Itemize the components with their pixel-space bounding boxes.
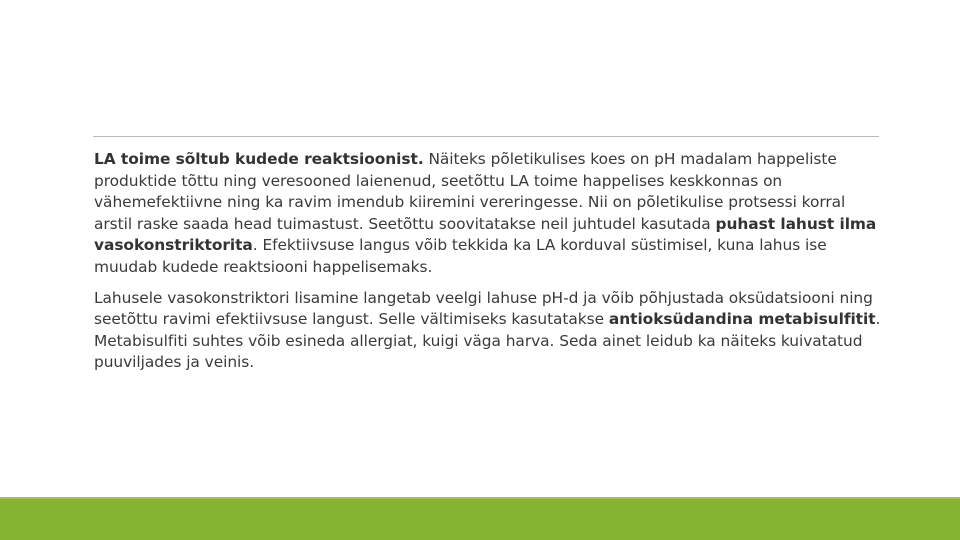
paragraph-2-bold-mid: antioksüdandina metabisulfitit (608, 310, 876, 329)
slide-body (94, 149, 884, 383)
paragraph-1 (94, 149, 884, 279)
title-divider-line (93, 136, 879, 137)
paragraph-2 (94, 288, 884, 374)
footer-bar (0, 499, 960, 540)
paragraph-1-text-a: Näiteks põletikulises koes on pH madalam happeliste produktide tõttu ning veresooned laienenud, seetõttu LA toime happelises keskkonnas on vähemefektiivne ning ka ravim imendub kiiremini vereringesse. Nii on põletikulise protsessi korral arstil raske saada head tuimastust. Seetõttu soovitatakse neil juhtudel kasutada (94, 150, 846, 233)
paragraph-2-text-a: Lahusele vasokonstriktori lisamine langetab veelgi lahuse pH-d ja võib põhjustada oksüdatsiooni ning seetõttu ravimi efektiivsuse langust. Selle vältimiseks kasutatakse (94, 288, 873, 329)
paragraph-1-text-b: . Efektiivsuse langus võib tekkida ka LA korduval süstimisel, kuna lahus ise muudab kudede reaktsiooni happelisemaks. (94, 236, 827, 276)
paragraph-2-text-b: . Metabisulfiti suhtes võib esineda allergiat, kuigi väga harva. Seda ainet leidub ka näiteks kuivatatud puuviljades ja veinis. (94, 310, 881, 372)
paragraph-1-bold-mid: puhast lahust ilma vasokonstriktorita (94, 214, 877, 255)
paragraph-1-bold-lead: LA toime sõltub kudede reaktsioonist. (94, 150, 424, 168)
